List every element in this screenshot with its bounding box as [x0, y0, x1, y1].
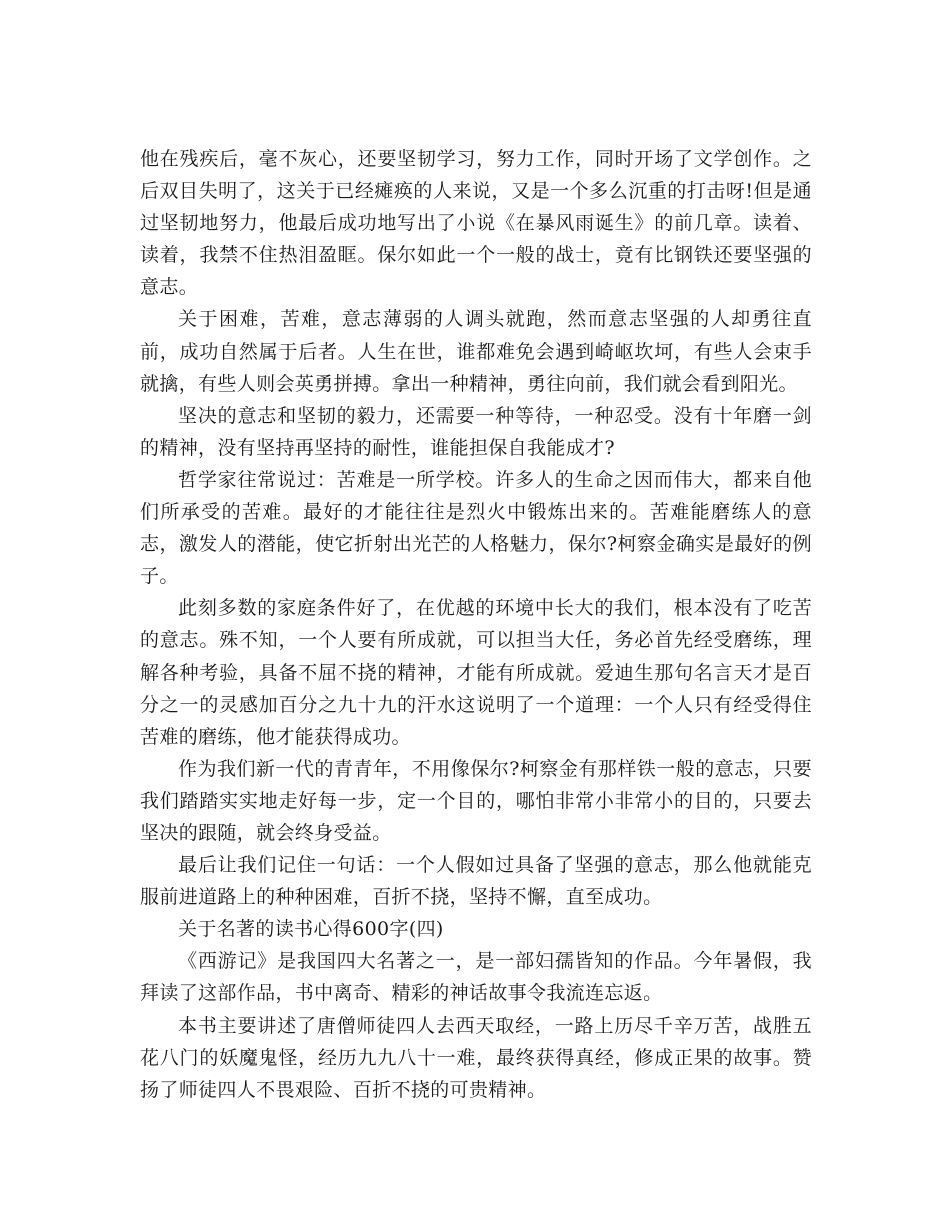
paragraph-2: 关于困难，苦难，意志薄弱的人调头就跑，然而意志坚强的人却勇往直前，成功自然属于后者。人生在世，谁都难免会遇到崎岖坎坷，有些人会束手就擒，有些人则会英勇拼搏。拿出一种精神，勇往向前，我们就会看到阳光。 [140, 308, 812, 395]
paragraph-1: 他在残疾后，毫不灰心，还要坚韧学习，努力工作，同时开场了文学创作。之后双目失明了，这关于已经瘫痪的人来说，又是一个多么沉重的打击呀!但是通过坚韧地努力，他最后成功地写出了小说《在暴风雨诞生》的前几章。读着、读着，我禁不住热泪盈眶。保尔如此一个一般的战士，竟有比钢铁还要坚强的意志。 [140, 148, 812, 299]
paragraph-10: 本书主要讲述了唐僧师徒四人去西天取经，一路上历尽千辛万苦，战胜五花八门的妖魔鬼怪，经历九九八十一难，最终获得真经，修成正果的故事。赞扬了师徒四人不畏艰险、百折不挠的可贵精神。 [140, 1014, 812, 1101]
paragraph-4: 哲学家往常说过：苦难是一所学校。许多人的生命之因而伟大，都来自他们所承受的苦难。最好的才能往往是烈火中锻炼出来的。苦难能磨练人的意志，激发人的潜能，使它折射出光芒的人格魅力，保尔?柯察金确实是最好的例子。 [140, 468, 812, 588]
paragraph-7: 最后让我们记住一句话：一个人假如过具备了坚强的意志，那么他就能克服前进道路上的种种困难，百折不挠，坚持不懈，直至成功。 [140, 854, 812, 909]
document-body [140, 143, 812, 1106]
paragraph-5: 此刻多数的家庭条件好了，在优越的环境中长大的我们，根本没有了吃苦的意志。殊不知，一个人要有所成就，可以担当大任，务必首先经受磨练，理解各种考验，具备不屈不挠的精神，才能有所成就。爱迪生那句名言天才是百分之一的灵感加百分之九十九的汗水这说明了一个道理：一个人只有经受得住苦难的磨练，他才能获得成功。 [140, 597, 812, 748]
paragraph-3: 坚决的意志和坚韧的毅力，还需要一种等待，一种忍受。没有十年磨一剑的精神，没有坚持再坚持的耐性，谁能担保自我能成才? [140, 404, 812, 459]
paragraph-6: 作为我们新一代的青青年，不用像保尔?柯察金有那样铁一般的意志，只要我们踏踏实实地走好每一步，定一个目的，哪怕非常小非常小的目的，只要去坚决的跟随，就会终身受益。 [140, 757, 812, 844]
section-heading: 关于名著的读书心得600字(四) [178, 918, 444, 941]
paragraph-9: 《西游记》是我国四大名著之一，是一部妇孺皆知的作品。今年暑假，我拜读了这部作品，书中离奇、精彩的神话故事令我流连忘返。 [140, 950, 812, 1005]
